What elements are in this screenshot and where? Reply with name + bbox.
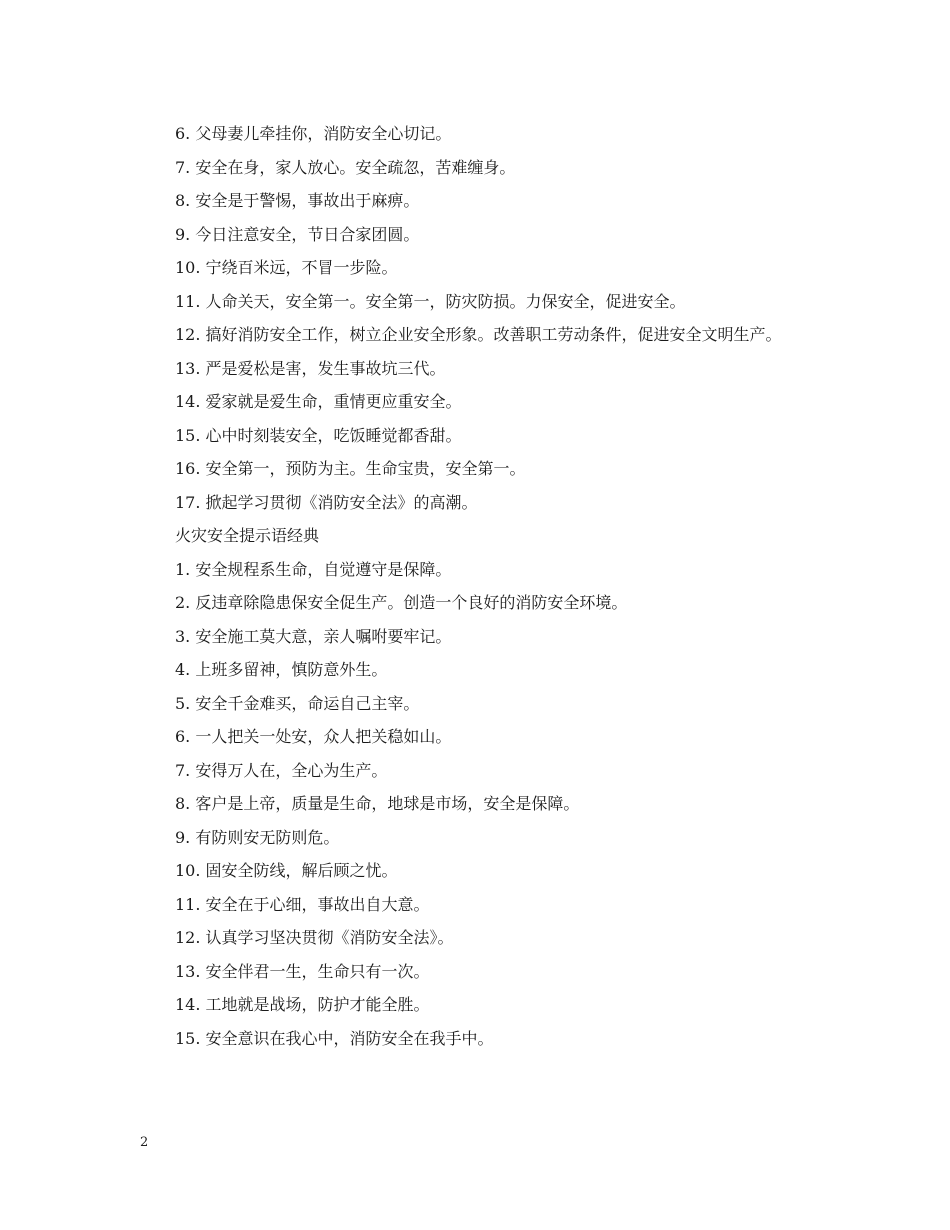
- list-item: 3. 安全施工莫大意，亲人嘱咐要牢记。: [175, 626, 452, 646]
- list-item: 15. 安全意识在我心中，消防安全在我手中。: [175, 1028, 494, 1048]
- list-item: 5. 安全千金难买，命运自己主宰。: [175, 693, 420, 713]
- list-item: 11. 安全在于心细，事故出自大意。: [175, 894, 430, 914]
- list-item: 14. 工地就是战场，防护才能全胜。: [175, 995, 430, 1014]
- list-item: 16. 安全第一，预防为主。生命宝贵，安全第一。: [175, 459, 526, 478]
- list-item: 11. 人命关天，安全第一。安全第一，防灾防损。力保安全，促进安全。: [175, 291, 686, 311]
- list-item: 9. 今日注意安全，节日合家团圆。: [175, 224, 420, 244]
- list-item: 4. 上班多留神，慎防意外生。: [175, 660, 388, 679]
- list-item: 13. 安全伴君一生，生命只有一次。: [175, 961, 430, 981]
- list-item: 15. 心中时刻装安全，吃饭睡觉都香甜。: [175, 425, 462, 445]
- list-item: 9. 有防则安无防则危。: [175, 827, 340, 847]
- page-number: 2: [140, 1135, 149, 1150]
- list-item: 10. 固安全防线，解后顾之忧。: [175, 861, 398, 880]
- list-item: 7. 安全在身，家人放心。安全疏忽，苦难缠身。: [175, 157, 516, 177]
- list-item: 17. 掀起学习贯彻《消防安全法》的高潮。: [175, 492, 478, 512]
- list-item: 13. 严是爱松是害，发生事故坑三代。: [175, 358, 446, 378]
- list-item: 6. 父母妻儿牵挂你，消防安全心切记。: [175, 124, 452, 143]
- list-item: 7. 安得万人在，全心为生产。: [175, 760, 388, 780]
- list-item: 14. 爱家就是爱生命，重情更应重安全。: [175, 392, 462, 411]
- document-body: [140, 117, 820, 1055]
- list-item: 8. 客户是上帝，质量是生命，地球是市场，安全是保障。: [175, 794, 580, 813]
- section-heading: 火灾安全提示语经典: [175, 526, 320, 545]
- list-item: 1. 安全规程系生命，自觉遵守是保障。: [175, 559, 452, 579]
- list-item: 8. 安全是于警惕，事故出于麻痹。: [175, 191, 420, 210]
- list-item-wrapped: 12. 搞好消防安全工作，树立企业安全形象。改善职工劳动条件，促进安全文明生产。: [175, 325, 782, 344]
- list-item: 12. 认真学习坚决贯彻《消防安全法》。: [175, 928, 454, 947]
- list-item: 2. 反违章除隐患保安全促生产。创造一个良好的消防安全环境。: [175, 593, 628, 612]
- list-item: 10. 宁绕百米远，不冒一步险。: [175, 258, 398, 277]
- list-item: 6. 一人把关一处安，众人把关稳如山。: [175, 727, 452, 746]
